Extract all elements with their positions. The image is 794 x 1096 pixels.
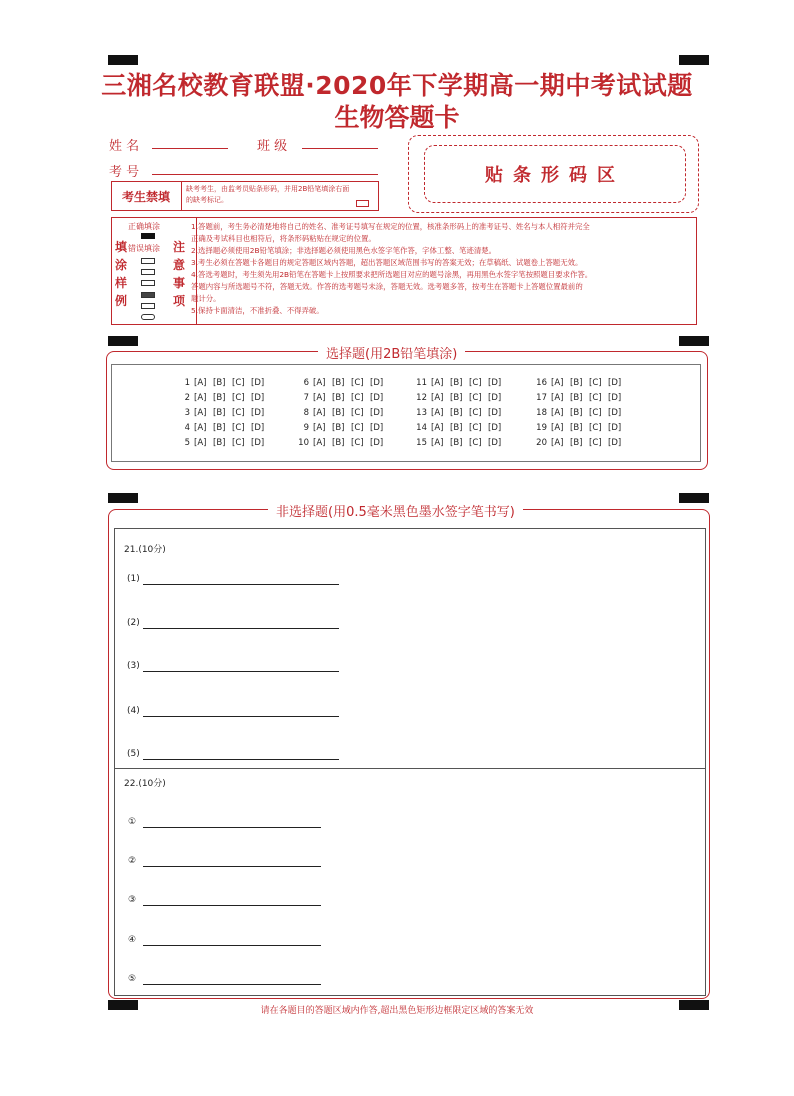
- mc-option-bubble[interactable]: [A]: [313, 438, 326, 448]
- footer-note: 请在各题目的答题区域内作答,超出黑色矩形边框限定区域的答案无效: [260, 1006, 534, 1016]
- mc-option-bubble[interactable]: [B]: [450, 408, 463, 418]
- mc-option-bubble[interactable]: [D]: [370, 438, 384, 448]
- answer-line[interactable]: [143, 905, 321, 906]
- mc-option-bubble[interactable]: [A]: [551, 438, 564, 448]
- mc-question-number: 14: [416, 423, 427, 433]
- correct-fill-sample: [141, 233, 155, 239]
- mc-option-bubble[interactable]: [D]: [251, 438, 265, 448]
- note-line: 4.答选考题时，考生须先用2B铅笔在答题卡上按照要求把所选题目对应的题号涂黑，再用黑色水签字笔按照题目要求作答。: [191, 270, 593, 279]
- mc-option-bubble[interactable]: [B]: [450, 393, 463, 403]
- answer-label: (3): [127, 661, 140, 671]
- mc-option-bubble[interactable]: [C]: [469, 423, 482, 433]
- mc-option-bubble[interactable]: [A]: [313, 423, 326, 433]
- answer-line[interactable]: [143, 716, 339, 717]
- mc-question-row: [176, 408, 270, 423]
- answer-line[interactable]: [143, 984, 321, 985]
- mc-option-bubble[interactable]: [C]: [589, 423, 602, 433]
- wrong-sample-box: [141, 303, 155, 309]
- barcode-label: 贴条形码区: [424, 145, 686, 203]
- class-field[interactable]: [302, 148, 378, 149]
- mc-option-bubble[interactable]: [A]: [431, 393, 444, 403]
- mc-question-row: [533, 393, 627, 408]
- answer-label: (1): [127, 574, 140, 584]
- mc-column: [413, 378, 507, 453]
- mc-option-bubble[interactable]: [A]: [313, 378, 326, 388]
- mc-option-bubble[interactable]: [C]: [232, 408, 245, 418]
- mc-question-row: [295, 408, 389, 423]
- absence-label: 考生禁填: [111, 181, 182, 211]
- mc-question-row: [533, 408, 627, 423]
- mc-option-bubble[interactable]: [D]: [488, 378, 502, 388]
- note-line: 2.选择题必须使用2B铅笔填涂；非选择题必须使用黑色水签字笔作答，字体工整、笔迹清楚。: [191, 246, 497, 255]
- mc-option-bubble[interactable]: [D]: [370, 378, 384, 388]
- title-rule: [548, 509, 648, 510]
- mc-question-row: [413, 423, 507, 438]
- mc-question-row: [176, 378, 270, 393]
- mc-question-row: [176, 438, 270, 453]
- mc-option-bubble[interactable]: [B]: [570, 408, 583, 418]
- mc-option-bubble[interactable]: [A]: [313, 408, 326, 418]
- mc-question-number: 8: [303, 408, 309, 418]
- mc-option-bubble[interactable]: [D]: [608, 393, 622, 403]
- wrong-sample-box: [141, 314, 155, 320]
- mc-option-bubble[interactable]: [C]: [469, 393, 482, 403]
- mc-option-bubble[interactable]: [B]: [332, 438, 345, 448]
- name-label: 姓 名: [109, 139, 140, 154]
- note-line: 答题内容与所选题号不符，答题无效。作答的选考题号未涂，答题无效。选考题多答，按考生在答题卡上答题位置最前的: [191, 282, 583, 291]
- mc-question-number: 17: [536, 393, 547, 403]
- fill-sample-side-label: 填涂样例: [115, 240, 128, 308]
- mc-option-bubble[interactable]: [B]: [213, 408, 226, 418]
- essay-title: 非选择题(用0.5毫米黑色墨水签字笔书写): [268, 501, 523, 520]
- mc-option-bubble[interactable]: [D]: [488, 408, 502, 418]
- mc-question-number: 11: [416, 378, 427, 388]
- mc-option-bubble[interactable]: [C]: [589, 408, 602, 418]
- mc-option-bubble[interactable]: [B]: [213, 393, 226, 403]
- mc-option-bubble[interactable]: [C]: [232, 393, 245, 403]
- answer-label: ①: [128, 817, 137, 827]
- alignment-marker: [108, 336, 138, 346]
- mc-option-bubble[interactable]: [C]: [589, 393, 602, 403]
- mc-question-number: 12: [416, 393, 427, 403]
- mc-option-bubble[interactable]: [C]: [351, 408, 364, 418]
- mc-question-number: 19: [536, 423, 547, 433]
- mc-option-bubble[interactable]: [D]: [370, 393, 384, 403]
- mc-option-bubble[interactable]: [A]: [551, 423, 564, 433]
- mc-question-number: 3: [184, 408, 190, 418]
- mc-option-bubble[interactable]: [B]: [450, 423, 463, 433]
- answer-line[interactable]: [143, 759, 339, 760]
- mc-option-bubble[interactable]: [D]: [251, 423, 265, 433]
- alignment-marker: [679, 55, 709, 65]
- mc-option-bubble[interactable]: [A]: [194, 378, 207, 388]
- mc-option-bubble[interactable]: [C]: [469, 408, 482, 418]
- name-field[interactable]: [152, 148, 228, 149]
- answer-line[interactable]: [143, 628, 339, 629]
- mc-option-bubble[interactable]: [B]: [450, 438, 463, 448]
- essay-answer-area: [114, 528, 706, 996]
- mc-question-row: [413, 438, 507, 453]
- mc-question-number: 7: [303, 393, 309, 403]
- answer-line[interactable]: [143, 671, 339, 672]
- mc-option-bubble[interactable]: [B]: [332, 423, 345, 433]
- mc-question-row: [176, 423, 270, 438]
- mc-option-bubble[interactable]: [D]: [251, 393, 265, 403]
- answer-label: (2): [127, 618, 140, 628]
- mc-title: 选择题(用2B铅笔填涂): [318, 343, 465, 362]
- mc-question-number: 13: [416, 408, 427, 418]
- mc-option-bubble[interactable]: [C]: [351, 378, 364, 388]
- mc-question-row: [413, 378, 507, 393]
- notes-side-label: 注意事项: [173, 240, 186, 308]
- mc-question-number: 20: [536, 438, 547, 448]
- q21-heading: 21.(10分): [124, 545, 166, 555]
- mc-option-bubble[interactable]: [A]: [194, 438, 207, 448]
- title-rule: [500, 351, 624, 352]
- answer-line[interactable]: [143, 584, 339, 585]
- mc-option-bubble[interactable]: [C]: [232, 423, 245, 433]
- mc-question-row: [295, 423, 389, 438]
- title-rule: [165, 509, 265, 510]
- absence-mark-box[interactable]: [356, 200, 369, 207]
- mc-option-bubble[interactable]: [D]: [608, 423, 622, 433]
- wrong-sample-box: [141, 269, 155, 275]
- note-line: 1.答题前，考生务必清楚地将自己的姓名、准考证号填写在规定的位置，核准条形码上的准考证号、姓名与本人相符并完全: [191, 222, 590, 231]
- mc-question-row: [533, 378, 627, 393]
- mc-column: [533, 378, 627, 453]
- mc-option-bubble[interactable]: [D]: [608, 408, 622, 418]
- mc-option-bubble[interactable]: [C]: [351, 423, 364, 433]
- mc-question-row: [295, 438, 389, 453]
- mc-option-bubble[interactable]: [D]: [608, 438, 622, 448]
- mc-option-bubble[interactable]: [D]: [608, 378, 622, 388]
- answer-label: ⑤: [128, 974, 137, 984]
- mc-option-bubble[interactable]: [B]: [332, 408, 345, 418]
- page-title: 三湘名校教育联盟·2020年下学期高一期中考试试题: [101, 71, 693, 100]
- mc-question-number: 2: [184, 393, 190, 403]
- mc-option-bubble[interactable]: [C]: [469, 438, 482, 448]
- mc-option-bubble[interactable]: [C]: [351, 438, 364, 448]
- answer-label: ④: [128, 935, 137, 945]
- mc-option-bubble[interactable]: [A]: [431, 423, 444, 433]
- mc-option-bubble[interactable]: [C]: [351, 393, 364, 403]
- note-line: 3.考生必须在答题卡各题目的规定答题区域内答题，超出答题区域范围书写的答案无效；在草稿纸、试题卷上答题无效。: [191, 258, 583, 267]
- mc-question-row: [533, 423, 627, 438]
- mc-option-bubble[interactable]: [B]: [570, 393, 583, 403]
- mc-option-bubble[interactable]: [A]: [551, 393, 564, 403]
- wrong-sample-box: [141, 280, 155, 286]
- mc-question-number: 9: [303, 423, 309, 433]
- mc-column: [295, 378, 389, 453]
- alignment-marker: [108, 493, 138, 503]
- mc-option-bubble[interactable]: [C]: [469, 378, 482, 388]
- mc-option-bubble[interactable]: [B]: [213, 423, 226, 433]
- mc-option-bubble[interactable]: [B]: [213, 438, 226, 448]
- answer-label: ③: [128, 895, 137, 905]
- mc-option-bubble[interactable]: [B]: [570, 378, 583, 388]
- answer-label: ②: [128, 856, 137, 866]
- mc-question-number: 10: [298, 438, 309, 448]
- mc-question-row: [295, 378, 389, 393]
- mc-option-bubble[interactable]: [D]: [488, 423, 502, 433]
- wrong-sample-box: [141, 292, 155, 298]
- mc-option-bubble[interactable]: [B]: [213, 378, 226, 388]
- mc-option-bubble[interactable]: [C]: [232, 438, 245, 448]
- exam-no-field[interactable]: [152, 174, 378, 175]
- alignment-marker: [108, 55, 138, 65]
- mc-option-bubble[interactable]: [B]: [450, 378, 463, 388]
- mc-column: [176, 378, 270, 453]
- mc-option-bubble[interactable]: [D]: [488, 438, 502, 448]
- mc-question-row: [413, 408, 507, 423]
- title-rule: [190, 351, 310, 352]
- mc-option-bubble[interactable]: [C]: [589, 438, 602, 448]
- alignment-marker: [679, 493, 709, 503]
- exam-no-label: 考 号: [109, 165, 140, 180]
- page-subtitle: 生物答题卡: [334, 103, 460, 132]
- answer-line[interactable]: [143, 866, 321, 867]
- mc-option-bubble[interactable]: [C]: [589, 378, 602, 388]
- mc-option-bubble[interactable]: [A]: [313, 393, 326, 403]
- mc-option-bubble[interactable]: [D]: [488, 393, 502, 403]
- mc-question-number: 15: [416, 438, 427, 448]
- absence-note: 缺考考生，由监考员贴条形码，并用2B铅笔填涂右面的缺考标记。: [186, 185, 350, 204]
- mc-option-bubble[interactable]: [A]: [194, 423, 207, 433]
- mc-question-row: [176, 393, 270, 408]
- notes-text: [191, 221, 691, 317]
- mc-option-bubble[interactable]: [D]: [370, 408, 384, 418]
- mc-option-bubble[interactable]: [A]: [551, 378, 564, 388]
- mc-option-bubble[interactable]: [A]: [194, 408, 207, 418]
- mc-option-bubble[interactable]: [A]: [431, 378, 444, 388]
- mc-question-number: 18: [536, 408, 547, 418]
- mc-option-bubble[interactable]: [A]: [194, 393, 207, 403]
- mc-option-bubble[interactable]: [A]: [431, 408, 444, 418]
- mc-question-number: 6: [303, 378, 309, 388]
- wrong-fill-label: 错误填涂: [128, 244, 160, 253]
- mc-option-bubble[interactable]: [D]: [251, 408, 265, 418]
- mc-question-number: 5: [184, 438, 190, 448]
- answer-line[interactable]: [143, 945, 321, 946]
- note-line: 5.保持卡面清洁，不准折叠、不得弄破。: [191, 306, 324, 315]
- answer-label: (5): [127, 749, 140, 759]
- mc-question-number: 1: [184, 378, 190, 388]
- correct-fill-label: 正确填涂: [128, 222, 160, 231]
- mc-option-bubble[interactable]: [B]: [332, 378, 345, 388]
- essay-separator: [114, 768, 706, 769]
- answer-label: (4): [127, 706, 140, 716]
- mc-question-number: 4: [184, 423, 190, 433]
- wrong-sample-box: [141, 258, 155, 264]
- mc-question-row: [533, 438, 627, 453]
- mc-option-bubble[interactable]: [B]: [570, 438, 583, 448]
- class-label: 班 级: [257, 139, 288, 154]
- mc-option-bubble[interactable]: [C]: [232, 378, 245, 388]
- mc-question-row: [295, 393, 389, 408]
- mc-option-bubble[interactable]: [A]: [431, 438, 444, 448]
- mc-option-bubble[interactable]: [D]: [251, 378, 265, 388]
- note-line: 题计分。: [191, 294, 221, 303]
- mc-option-bubble[interactable]: [A]: [551, 408, 564, 418]
- alignment-marker: [679, 336, 709, 346]
- mc-option-bubble[interactable]: [B]: [570, 423, 583, 433]
- mc-option-bubble[interactable]: [B]: [332, 393, 345, 403]
- q22-heading: 22.(10分): [124, 779, 166, 789]
- note-line: 正确及考试科目也相符后，将条形码粘贴在规定的位置。: [191, 234, 376, 243]
- mc-question-row: [413, 393, 507, 408]
- answer-line[interactable]: [143, 827, 321, 828]
- mc-option-bubble[interactable]: [D]: [370, 423, 384, 433]
- mc-question-number: 16: [536, 378, 547, 388]
